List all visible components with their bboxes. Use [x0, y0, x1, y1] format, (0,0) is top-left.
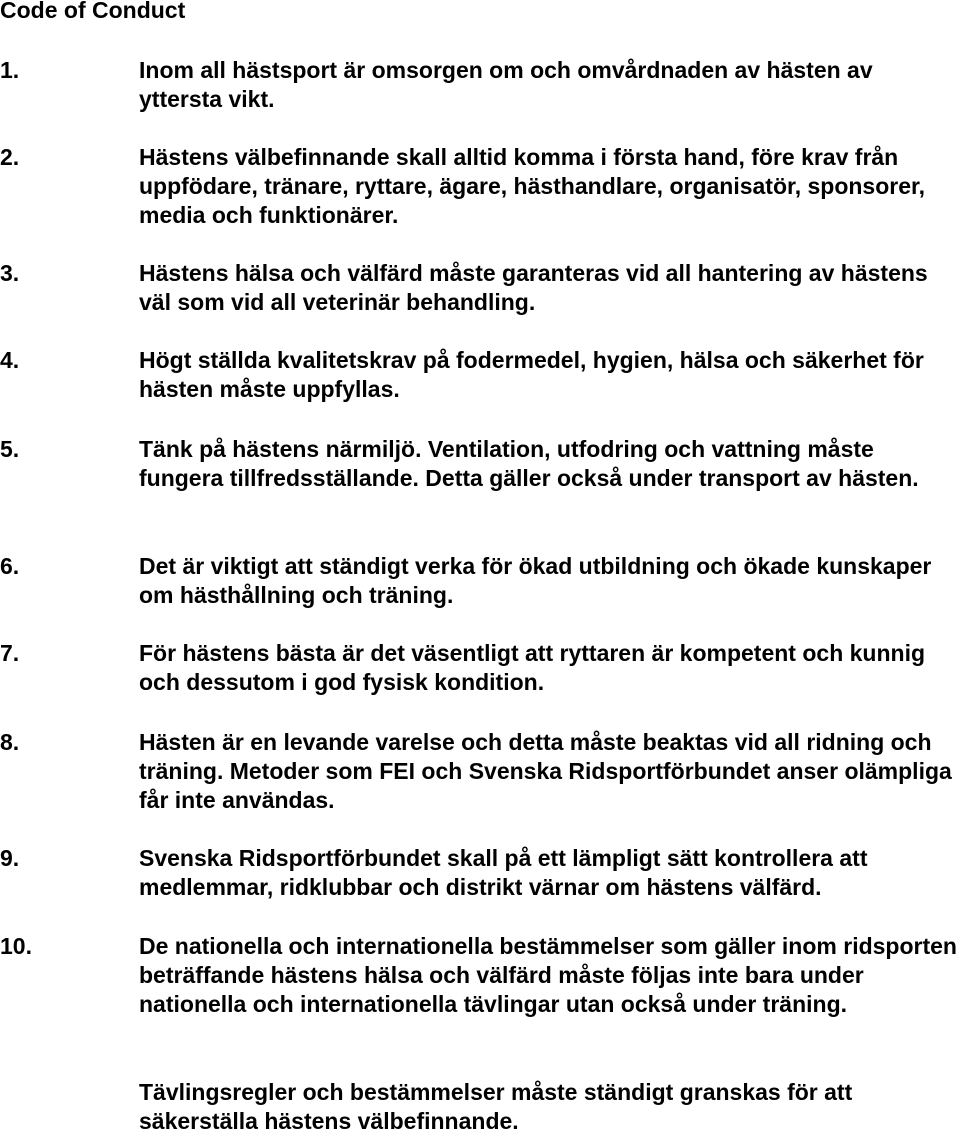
- item-text-2: Hästens välbefinnande skall alltid komma i första hand, före krav från uppfödare, tränare, ryttare, ägare, hästhandlare, organisatör, sponsorer, media och funktionärer.: [139, 144, 926, 228]
- closing-paragraph: Tävlingsregler och bestämmelser måste ständigt granskas för att säkerställa hästens välbefinnande.: [139, 1079, 853, 1134]
- item-number-6: 6.: [0, 553, 20, 579]
- item-text-6: Det är viktigt att ständigt verka för ökad utbildning och ökade kunskaper om hästhållning och träning.: [139, 553, 932, 608]
- item-number-8: 8.: [0, 729, 20, 755]
- item-text-1: Inom all hästsport är omsorgen om och omvårdnaden av hästen av yttersta vikt.: [139, 57, 873, 112]
- item-text-4: Högt ställda kvalitetskrav på fodermedel, hygien, hälsa och säkerhet för hästen måste uppfyllas.: [139, 347, 924, 402]
- item-number-2: 2.: [0, 144, 20, 170]
- document-title: Code of Conduct: [0, 0, 186, 23]
- item-text-9: Svenska Ridsportförbundet skall på ett lämpligt sätt kontrollera att medlemmar, ridklubbar och distrikt värnar om hästens välfärd.: [139, 845, 868, 900]
- item-number-7: 7.: [0, 640, 20, 666]
- item-text-3: Hästens hälsa och välfärd måste garanteras vid all hantering av hästens väl som vid all veterinär behandling.: [139, 260, 928, 315]
- item-text-8: Hästen är en levande varelse och detta måste beaktas vid all ridning och träning. Metoder som FEI och Svenska Ridsportförbundet anser olämpliga får inte användas.: [139, 729, 952, 813]
- item-number-10: 10.: [0, 933, 32, 959]
- item-text-10: De nationella och internationella bestämmelser som gäller inom ridsporten beträffande hästens hälsa och välfärd måste följas inte bara under nationella och internationella tävlingar utan också under träning.: [139, 933, 957, 1017]
- item-number-9: 9.: [0, 845, 20, 871]
- item-number-1: 1.: [0, 57, 20, 83]
- item-text-5: Tänk på hästens närmiljö. Ventilation, utfodring och vattning måste fungera tillfredsställande. Detta gäller också under transport av hästen.: [139, 436, 919, 491]
- item-number-3: 3.: [0, 260, 20, 286]
- item-text-7: För hästens bästa är det väsentligt att ryttaren är kompetent och kunnig och dessutom i god fysisk kondition.: [139, 640, 926, 695]
- item-number-4: 4.: [0, 347, 20, 373]
- item-number-5: 5.: [0, 436, 20, 462]
